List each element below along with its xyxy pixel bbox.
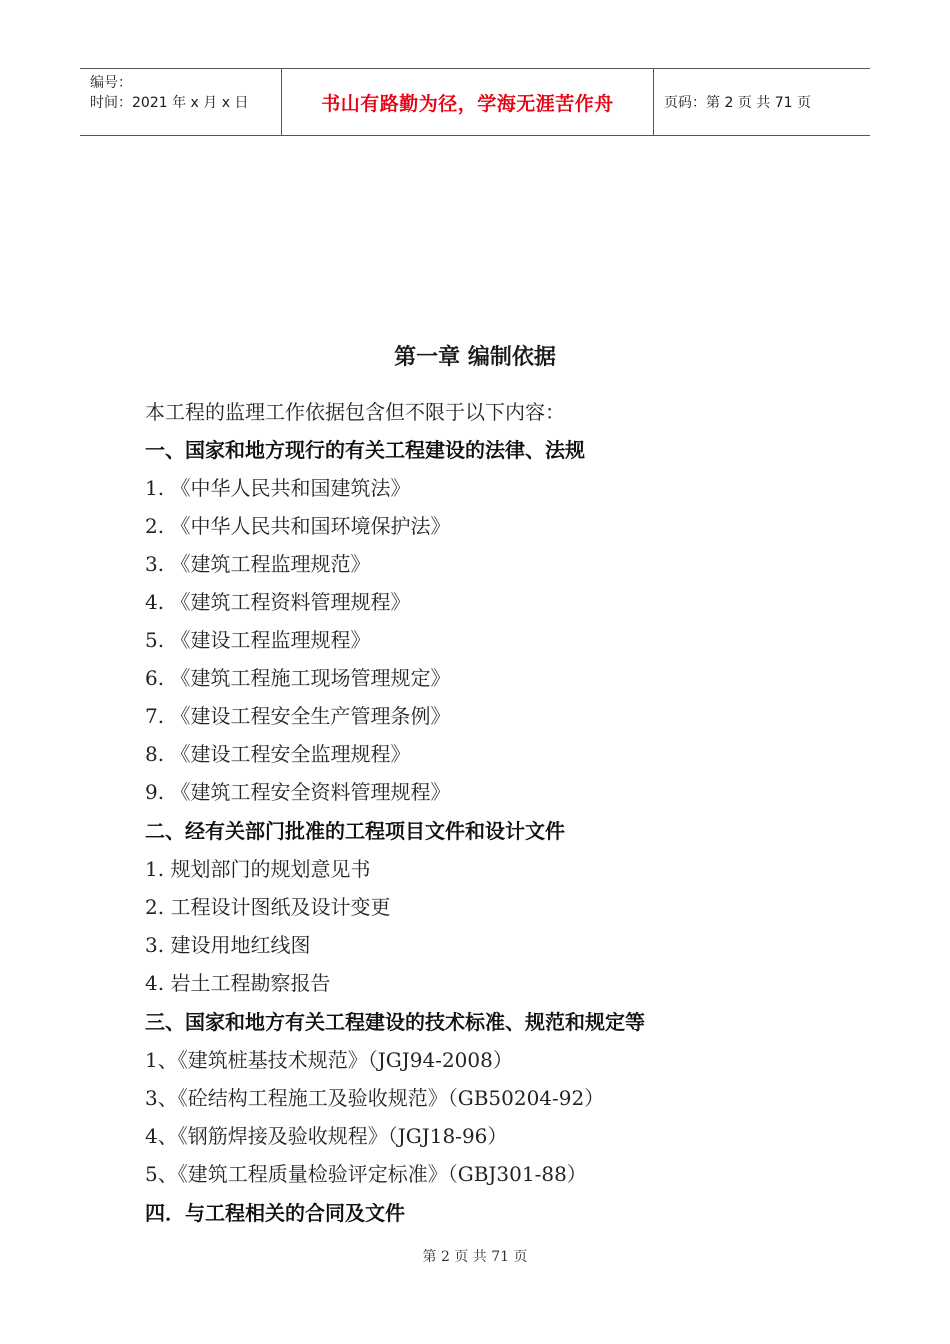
list-item: 5. 《建设工程监理规程》: [145, 628, 371, 652]
section-heading-4: 四．与工程相关的合同及文件: [145, 1201, 405, 1225]
list-item: 4. 《建筑工程资料管理规程》: [145, 590, 411, 614]
header-page-info: 页码：第 2 页 共 71 页: [664, 95, 811, 111]
list-item: 5、《建筑工程质量检验评定标准》（GBJ301-88）: [145, 1162, 587, 1186]
page-footer: 第 2 页 共 71 页: [422, 1249, 528, 1265]
list-item: 7. 《建设工程安全生产管理条例》: [145, 704, 451, 728]
list-item: 1. 《中华人民共和国建筑法》: [145, 476, 411, 500]
list-item: 2. 工程设计图纸及设计变更: [145, 895, 391, 919]
list-item: 4、《钢筋焊接及验收规程》（JGJ18-96）: [145, 1124, 508, 1148]
header-motto: 书山有路勤为径，学海无涯苦作舟: [321, 92, 614, 115]
document-number-label: 编号：: [90, 75, 132, 91]
page-header: [80, 68, 870, 136]
list-item: 1. 规划部门的规划意见书: [145, 857, 371, 881]
list-item: 9. 《建筑工程安全资料管理规程》: [145, 780, 451, 804]
chapter-title: 第一章 编制依据: [394, 345, 556, 370]
header-page-cell: [654, 69, 870, 135]
list-item: 3. 建设用地红线图: [145, 933, 311, 957]
list-item: 3. 《建筑工程监理规范》: [145, 552, 371, 576]
list-item: 8. 《建设工程安全监理规程》: [145, 742, 411, 766]
list-item: 2. 《中华人民共和国环境保护法》: [145, 514, 451, 538]
header-meta-cell: [80, 69, 282, 135]
document-time-label: 时间：2021 年 x 月 x 日: [90, 95, 249, 111]
intro-paragraph: 本工程的监理工作依据包含但不限于以下内容：: [145, 400, 565, 424]
section-heading-3: 三、国家和地方有关工程建设的技术标准、规范和规定等: [145, 1010, 645, 1034]
header-motto-cell: [282, 69, 654, 135]
list-item: 6. 《建筑工程施工现场管理规定》: [145, 666, 451, 690]
section-heading-2: 二、经有关部门批准的工程项目文件和设计文件: [145, 819, 565, 843]
list-item: 4. 岩土工程勘察报告: [145, 971, 331, 995]
list-item: 1、《建筑桩基技术规范》（JGJ94-2008）: [145, 1048, 513, 1072]
list-item: 3、《砼结构工程施工及验收规范》（GB50204-92）: [145, 1086, 605, 1110]
section-heading-1: 一、国家和地方现行的有关工程建设的法律、法规: [145, 438, 585, 462]
